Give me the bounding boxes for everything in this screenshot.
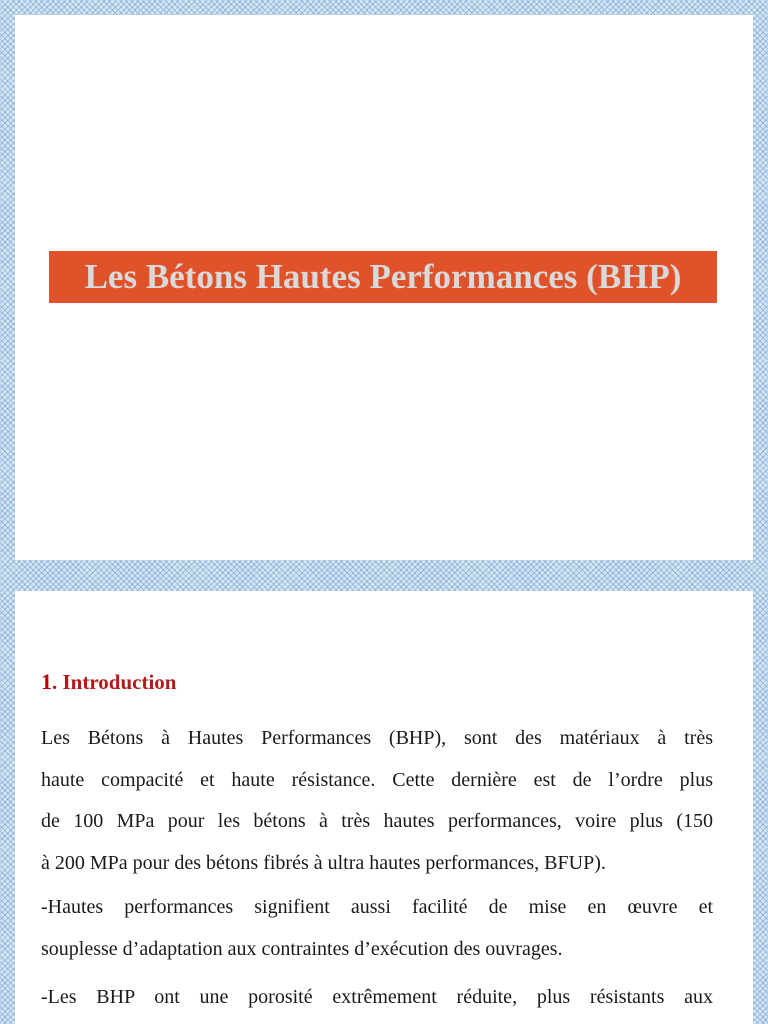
title-banner (49, 251, 717, 303)
paragraph-line: Les Bétons à Hautes Performances (BHP), sont des matériaux à très (41, 727, 713, 749)
paragraph-line: -Les BHP ont une porosité extrêmement réduite, plus résistants aux (41, 986, 713, 1008)
paragraph-performance (41, 887, 713, 970)
section-number: 1 (41, 669, 52, 694)
title-slide (15, 15, 753, 560)
paragraph-intro (41, 718, 713, 884)
content-slide (15, 591, 753, 1024)
paragraph-line: haute compacité et haute résistance. Cette dernière est de l’ordre plus (41, 768, 713, 791)
paragraph-porosity (41, 977, 713, 1019)
paragraph-line: de 100 MPa pour les bétons à très hautes performances, voire plus (150 (41, 810, 713, 832)
paragraph-line: à 200 MPa pour des bétons fibrés à ultra hautes performances, BFUP). (41, 851, 606, 874)
paragraph-line: -Hautes performances signifient aussi facilité de mise en œuvre et (41, 896, 713, 918)
slide-title: Les Bétons Hautes Performances (BHP) (84, 257, 682, 296)
paragraph-line: souplesse d’adaptation aux contraintes d’exécution des ouvrages. (41, 937, 563, 960)
section-heading (41, 669, 176, 695)
section-title: . Introduction (52, 670, 177, 694)
